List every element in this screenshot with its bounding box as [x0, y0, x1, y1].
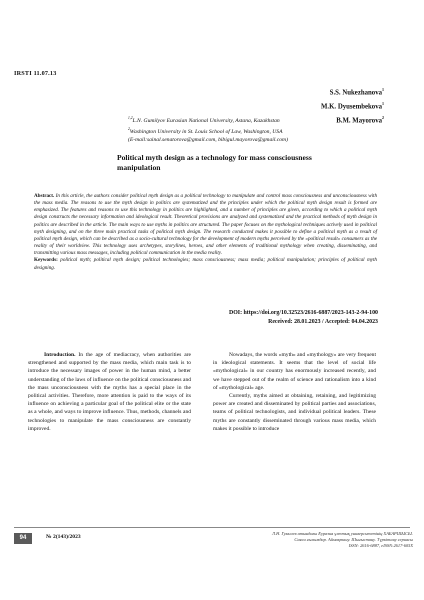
author-name: M.K. Dyusembekova$^1$	[321, 100, 384, 111]
received-accepted-dates: Received: 28.01.2023 / Accepted: 04.04.2023	[268, 318, 378, 325]
issue-number: № 2(143)/2023	[46, 534, 81, 540]
author-name: S.S. Nukezhanova$^1$	[329, 87, 384, 97]
author-name: B.M. Mayorova$^2$	[336, 114, 384, 124]
keywords-label: Keywords:	[34, 257, 58, 264]
affiliation-line: $^2$Washington University in St. Louis School of Law, Washington, USA	[128, 127, 283, 135]
abstract	[34, 193, 377, 272]
irsti-code: IRSTI 11.07.13	[14, 70, 57, 77]
intro-heading: Introduction.	[44, 352, 76, 358]
article-title: Political myth design as a technology for mass consciousness manipulation	[117, 153, 312, 172]
body-column-left	[28, 351, 191, 433]
author-emails: (E-mail:sainal.senatorova@gmail.com, bibigul.mayorova@gmail.com)	[128, 137, 288, 144]
affiliations	[128, 114, 388, 144]
journal-name-line: Л.Н. Гумилев атындағы Еуразия ұлттық университетінің ХАБАРШЫСЫ.	[272, 531, 413, 536]
affiliation-line: $^{1,2}$L.N. Gumilyov Eurasian National University, Astana, Kazakhstan	[128, 116, 280, 124]
body-paragraph: Introduction. In the age of mediacracy, when authorities are strengthened and supported by the mass media, which main task is to introduce the necessary images of power in the human mind, a better understanding of the laws of influence on the political consciousness and the mass unconsciousness with the myths has a special place in the political activities. Therefore, more attention is paid to the ways of its influence on achieving a particular goal of the political elite or the state as a whole, and ways to improve influence. Thus, methods, channels and technologies to manipulate the mass consciousness are constantly improved.	[28, 352, 191, 432]
abstract-label: Abstract.	[34, 193, 55, 199]
abstract-text: Abstract. In this article, the authors consider political myth design as a political technology to manipulate and control mass consciousness and unconsciousness with the mass media. The reasons to use the myth design in politics are systematized and the principles under which the political myth design result is formed are emphasized. The features and reasons to use this technology in politics are highlighted, and a number of principles are given, according to which a political myth design constructs the necessary information and ideological result. Theoretical provisions are analyzed and systematized and the practical methods of myth design in politics are described in the article. The main ways to use myths in politics are structured. The paper focuses on the mythological techniques actively used in political myth designing, and on the three main practical tasks of political myth design. The research conducted makes it possible to define a political myth as a result of political myth design, which can be described as a socio-cultural technology for the development of modern myths perceived by the «political result» consumers as the reality of their worldview. This technology uses archetypes, storylines, heroes, and other elements of traditional mythology when creating, disseminating, and transmitting various mass messages, including political communication in the media reality.	[34, 193, 377, 257]
body-paragraph: Nowadays, the words «myth» and «mythology» are very frequent in ideological statements. It seems that the level of social life «mythological» in our country has enormously increased recently, and we have stepped out of the realm of science and rationalism into a kind of «mythological» age.	[213, 352, 376, 391]
journal-issn-line: ISSN: 2616-6887, eISSN:2617-605X	[348, 543, 413, 549]
footer-divider	[14, 527, 410, 528]
body-column-right	[213, 351, 376, 433]
journal-info	[257, 531, 413, 550]
page-number: 94	[14, 533, 32, 544]
keywords: Keywords: political myth; political myth design; political technologies; mass consciousness; mass media; political manipulation; principles of political myth designing.	[34, 257, 377, 271]
doi-link[interactable]: DOI: https://doi.org/10.32523/2616-6887/2023-143-2-94-100	[228, 310, 378, 316]
journal-series-line: Саяси ғылымдар. Аймақтану. Шығыстану. Түркітану сериясы	[294, 537, 413, 543]
body-paragraph: Currently, myths aimed at obtaining, retaining, and legitimizing power are created and disseminated by political parties and associations, teams of political technologists, and individual political leaders. These myths are constantly disseminated through various mass media, which makes it possible to introduce	[213, 393, 376, 432]
doi-block	[229, 309, 378, 326]
